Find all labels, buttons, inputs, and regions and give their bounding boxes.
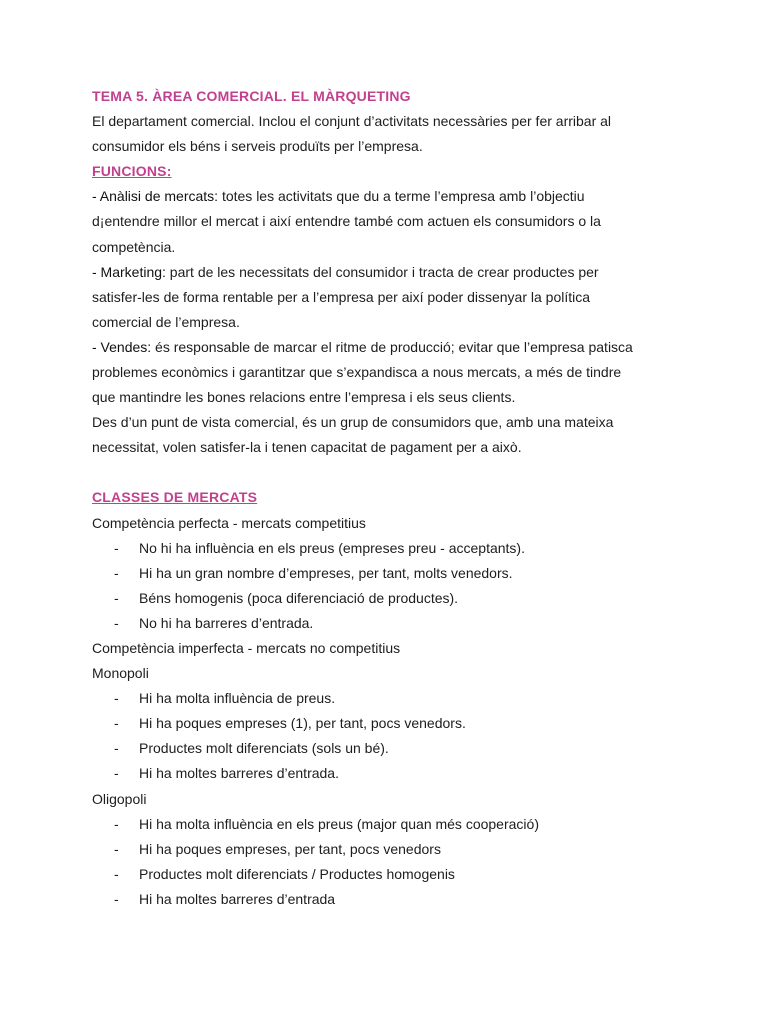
funcions-heading: FUNCIONS: [92, 163, 172, 180]
funcio-marketing-line-2: satisfer-les de forma rentable per a l’empresa per així poder dissenyar la política [92, 288, 591, 305]
list-item: - Productes molt diferenciats (sols un bé). [92, 736, 692, 761]
bullet-dash: - [114, 690, 119, 707]
list-item: - Hi ha moltes barreres d’entrada [92, 887, 692, 912]
funcio-marketing-line-1: - Marketing: part de les necessitats del consumidor i tracta de crear productes per [92, 263, 599, 280]
monopoli-heading: Monopoli [92, 665, 149, 682]
bullet-dash: - [114, 564, 119, 581]
perfecta-heading: Competència perfecta - mercats competitius [92, 514, 366, 531]
document-body [92, 84, 692, 912]
list-item: - Hi ha molta influència de preus. [92, 686, 692, 711]
list-item: - Béns homogenis (poca diferenciació de productes). [92, 586, 692, 611]
funcio-analisi-line-3: competència. [92, 238, 176, 255]
funcio-vendes-line-2: problemes econòmics i garantitzar que s’expandisca a nous mercats, a més de tindre [92, 364, 622, 381]
list-item: - No hi ha influència en els preus (empreses preu - acceptants). [92, 536, 692, 561]
oligopoli-heading: Oligopoli [92, 790, 147, 807]
list-item: - No hi ha barreres d’entrada. [92, 611, 692, 636]
list-item: - Hi ha moltes barreres d’entrada. [92, 761, 692, 786]
bullet-dash: - [114, 614, 119, 631]
list-item: - Hi ha un gran nombre d’empreses, per tant, molts venedors. [92, 561, 692, 586]
intro-line-2: consumidor els béns i serveis produïts per l’empresa. [92, 138, 423, 155]
list-item: - Hi ha molta influència en els preus (major quan més cooperació) [92, 812, 692, 837]
mercat-definition-line-1: Des d’un punt de vista comercial, és un grup de consumidors que, amb una mateixa [92, 414, 614, 431]
funcio-marketing-line-3: comercial de l’empresa. [92, 313, 240, 330]
bullet-dash: - [114, 865, 119, 882]
document-title: TEMA 5. ÀREA COMERCIAL. EL MÀRQUETING [92, 88, 411, 104]
imperfecta-heading: Competència imperfecta - mercats no competitius [92, 639, 401, 656]
classes-heading: CLASSES DE MERCATS [92, 489, 258, 506]
bullet-dash: - [114, 815, 119, 832]
bullet-dash: - [114, 539, 119, 556]
list-item: - Productes molt diferenciats / Productes homogenis [92, 862, 692, 887]
funcio-analisi-line-1: - Anàlisi de mercats: totes les activitats que du a terme l’empresa amb l’objectiu [92, 188, 585, 205]
bullet-dash: - [114, 890, 119, 907]
intro-line-1: El departament comercial. Inclou el conjunt d’activitats necessàries per fer arribar al [92, 113, 612, 130]
paragraph-gap [92, 460, 692, 485]
funcio-analisi-line-2: d¡entendre millor el mercat i així entendre també com actuen els consumidors o la [92, 213, 601, 230]
funcio-vendes-line-3: que mantindre les bones relacions entre l’empresa i els seus clients. [92, 389, 516, 406]
bullet-dash: - [114, 589, 119, 606]
bullet-dash: - [114, 765, 119, 782]
funcio-term: - Marketing: [92, 263, 166, 280]
bullet-dash: - [114, 740, 119, 757]
bullet-dash: - [114, 840, 119, 857]
funcio-term: - Vendes: [92, 338, 152, 355]
funcio-term: - Anàlisi de mercats: [92, 188, 219, 205]
list-item: - Hi ha poques empreses (1), per tant, pocs venedors. [92, 711, 692, 736]
mercat-definition-line-2: necessitat, volen satisfer-la i tenen capacitat de pagament per a això. [92, 439, 522, 456]
funcio-vendes-line-1: - Vendes: és responsable de marcar el ritme de producció; evitar que l’empresa patisca [92, 338, 633, 355]
list-item: - Hi ha poques empreses, per tant, pocs venedors [92, 837, 692, 862]
bullet-dash: - [114, 715, 119, 732]
